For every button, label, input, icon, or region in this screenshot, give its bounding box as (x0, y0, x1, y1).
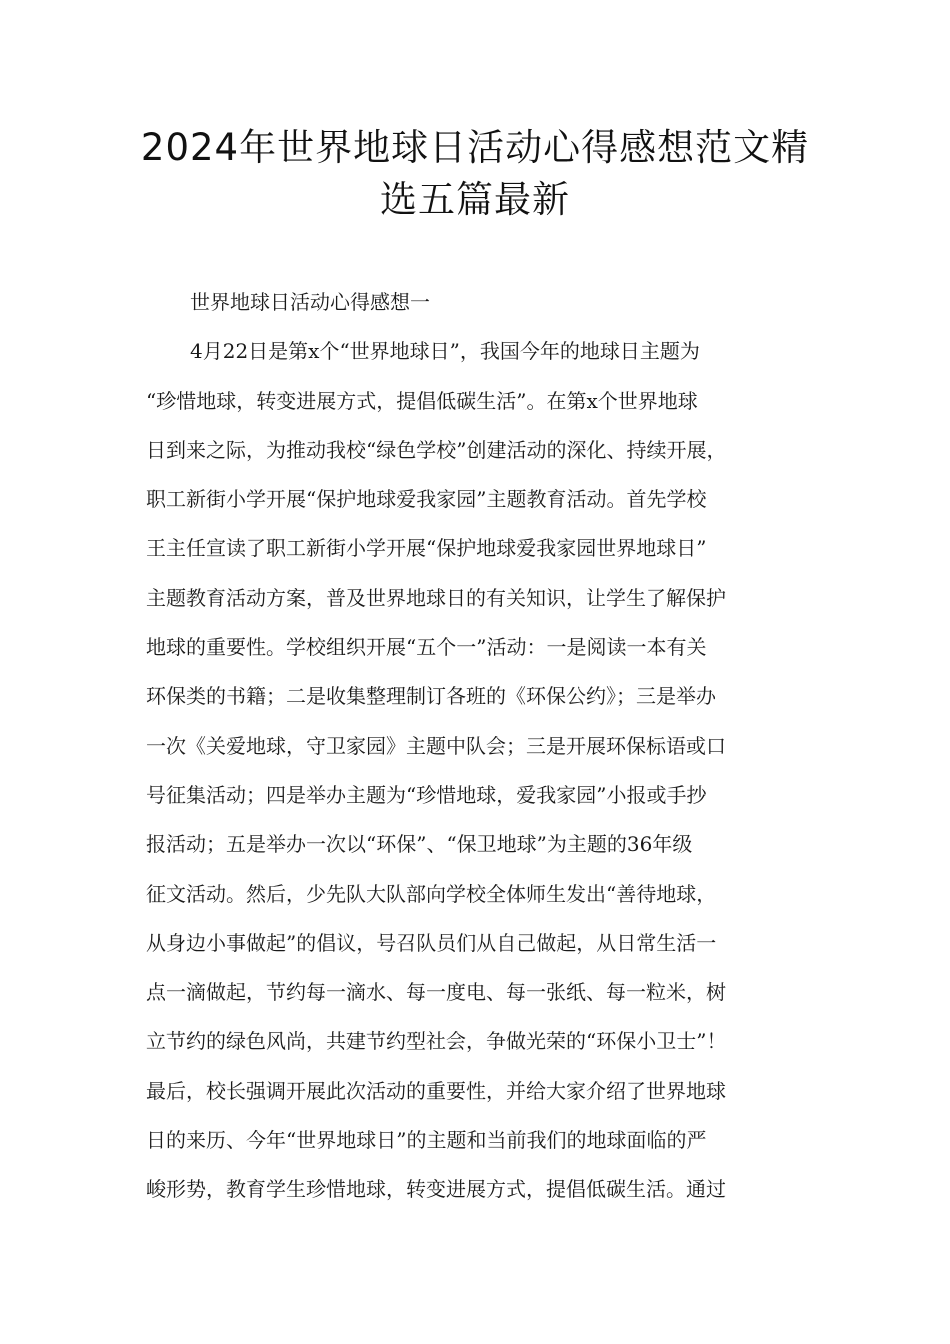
paragraph-line: 日到来之际，为推动我校“绿色学校”创建活动的深化、持续开展， (146, 437, 727, 462)
title-line-2: 选五篇最新 (380, 178, 570, 221)
paragraph-line: 峻形势，教育学生珍惜地球，转变进展方式，提倡低碳生活。通过 (146, 1177, 726, 1202)
paragraph-line: 号征集活动；四是举办主题为“珍惜地球，爱我家园”小报或手抄 (146, 782, 707, 807)
paragraph-line: 征文活动。然后，少先队大队部向学校全体师生发出“善待地球， (146, 881, 717, 906)
paragraph-line: 报活动；五是举办一次以“环保”、“保卫地球”为主题的36年级 (146, 832, 693, 857)
paragraph-line: “珍惜地球，转变进展方式，提倡低碳生活”。在第x个世界地球 (146, 388, 698, 413)
paragraph-line: 日的来历、今年“世界地球日”的主题和当前我们的地球面临的严 (146, 1128, 707, 1153)
paragraph-line: 最后，校长强调开展此次活动的重要性，并给大家介绍了世界地球 (146, 1078, 726, 1103)
paragraph-line: 地球的重要性。学校组织开展“五个一”活动：一是阅读一本有关 (146, 635, 707, 660)
section-heading: 世界地球日活动心得感想一 (190, 290, 430, 314)
paragraph-line: 环保类的书籍；二是收集整理制订各班的《环保公约》；三是举办 (146, 684, 716, 709)
title-line-1: 2024年世界地球日活动心得感想范文精 (140, 126, 810, 169)
paragraph-line: 王主任宣读了职工新街小学开展“保护地球爱我家园世界地球日” (146, 536, 707, 561)
paragraph-line: 4月22日是第x个“世界地球日”，我国今年的地球日主题为 (190, 339, 700, 364)
document-body (146, 278, 814, 1215)
document-title (100, 122, 850, 226)
paragraph-line: 一次《关爱地球，守卫家园》主题中队会；三是开展环保标语或口 (146, 733, 726, 758)
paragraph-line: 从身边小事做起”的倡议，号召队员们从自己做起，从日常生活一 (146, 930, 717, 955)
paragraph-line: 立节约的绿色风尚，共建节约型社会，争做光荣的“环保小卫士”！ (146, 1029, 727, 1054)
paragraph-line: 点一滴做起，节约每一滴水、每一度电、每一张纸、每一粒米，树 (146, 980, 726, 1005)
paragraph-line: 职工新街小学开展“保护地球爱我家园”主题教育活动。首先学校 (146, 487, 707, 512)
paragraph-line: 主题教育活动方案，普及世界地球日的有关知识，让学生了解保护 (146, 585, 726, 610)
